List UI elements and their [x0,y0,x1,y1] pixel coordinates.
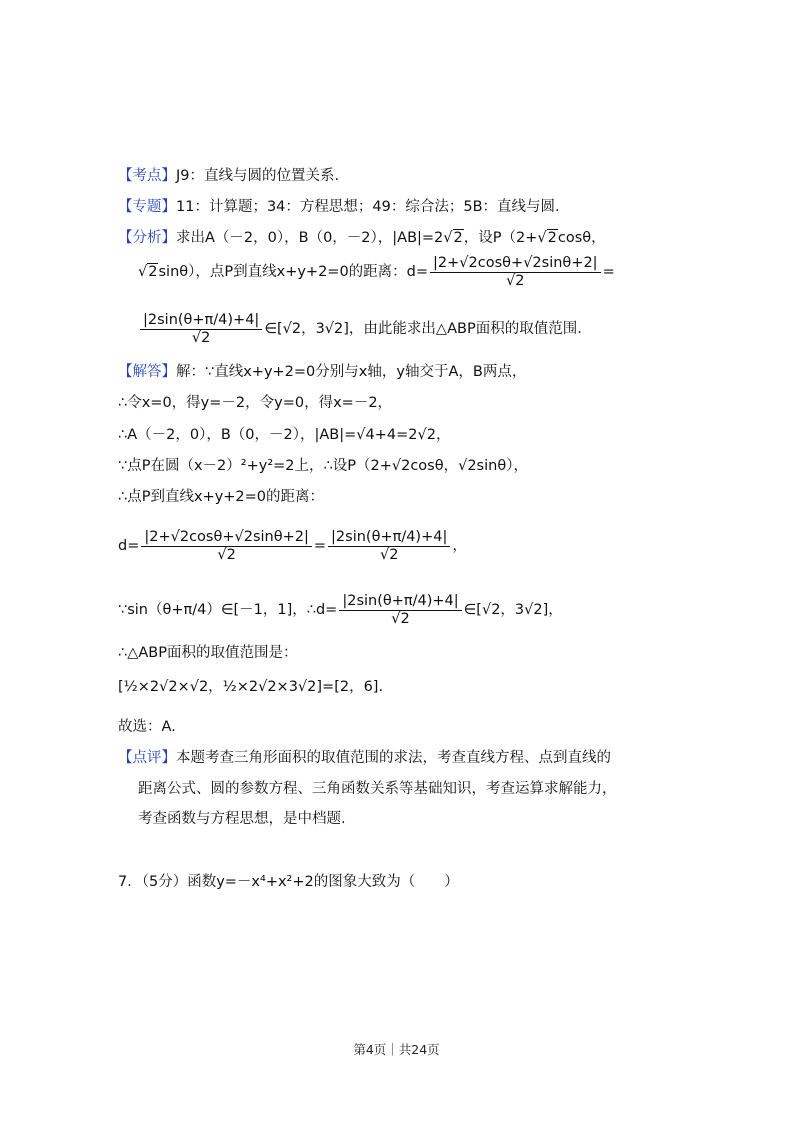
fraction-numerator: |2+√2cosθ+√2sinθ+2| [141,529,312,547]
jieda-text-5: ∴点P到直线x+y+2=0的距离： [118,489,325,505]
jieda-fraction-1 [141,529,312,563]
fraction-numerator: |2sin(θ+π/4)+4| [328,529,450,547]
fenxi-radical-2: 2 [547,230,557,246]
jieda-line-3 [118,422,733,448]
fenxi-text-1b: ，设P（2+ [463,230,538,246]
fenxi-line-2: √2sinθ），点P到直线x+y+2=0的距离：d= $\frac{|2+√2\cos\theta+√2\sin\theta+2|}{√2}$ = [138,254,615,289]
dianping-text-2: 距离公式、圆的参数方程、三角函数关系等基础知识，考查运算求解能力， [138,781,617,797]
jieda-text-10: 故选：A. [118,719,176,735]
jieda-text-1: 解：∵直线x+y+2=0分别与x轴，y轴交于A，B两点， [176,364,527,380]
dianping-text-3: 考查函数与方程思想，是中档题. [138,811,346,827]
fenxi-text-1a: 求出A（－2，0），B（0，－2），|AB|=2 [176,230,444,246]
jieda-text-9: [½×2√2×√2，½×2√2×3√2]=[2，6]. [118,679,384,695]
jieda-text-6a: d= [118,538,140,554]
kaodian-line [118,163,733,189]
question-7-text: 7．（5分）函数y=－x⁴+x²+2的图象大致为（ ） [118,874,459,890]
jieda-fraction-2 [328,529,450,563]
fenxi-fraction-1 [430,255,601,289]
jieda-text-3: ∴A（－2，0），B（0，－2），|AB|=√4+4=2√2， [118,427,451,443]
question-7 [118,869,733,895]
jieda-line-10 [118,714,733,740]
jieda-line-8 [118,640,733,666]
fenxi-tag: 【分析】 [118,230,176,246]
jieda-line-1 [118,359,733,385]
zhuanti-text: 11：计算题；34：方程思想；49：综合法；5B：直线与圆. [176,199,560,215]
fraction-denominator: √2 [391,610,410,627]
jieda-text-2: ∴令x=0，得y=－2，令y=0，得x=－2， [118,395,393,411]
jieda-text-7b: ∈[√2，3√2]， [463,602,563,618]
jieda-line-2 [118,390,733,416]
jieda-text-6b: = [313,538,327,554]
kaodian-text: J9：直线与圆的位置关系. [176,168,340,184]
dianping-line-3 [138,806,733,832]
jieda-line-5 [118,484,733,510]
fenxi-line-1: 【分析】求出A（－2，0），B（0，－2），|AB|=2√2，设P（2+√2cosθ， [118,230,606,246]
dianping-line-1 [118,745,733,771]
jieda-line-7 [118,584,733,636]
fenxi-radical-3: 2 [148,264,158,280]
fraction-denominator: √2 [217,546,236,563]
jieda-line-4 [118,453,733,479]
fenxi-fraction-2 [140,312,262,346]
dianping-line-2 [138,776,733,802]
fenxi-line-3 [138,303,733,355]
fenxi-text-2b: = [602,264,615,280]
jieda-tag: 【解答】 [118,364,176,380]
fenxi-text-1c: cosθ， [557,230,606,246]
jieda-text-8: ∴△ABP面积的取值范围是： [118,645,298,661]
zhuanti-tag: 【专题】 [118,199,176,215]
page-footer: 第4页｜共24页 [353,1042,440,1057]
fraction-numerator: |2+√2cosθ+√2sinθ+2| [430,255,601,273]
dianping-tag: 【点评】 [118,750,176,766]
fraction-denominator: √2 [191,329,211,346]
jieda-fraction-3 [339,593,461,627]
fraction-numerator: |2sin(θ+π/4)+4| [339,593,461,611]
dianping-text-1: 本题考查三角形面积的取值范围的求法，考查直线方程、点到直线的 [176,750,611,766]
fenxi-text-3a: ∈[√2，3√2]，由此能求出△ABP面积的取值范围. [264,321,582,337]
zhuanti-line [118,194,733,220]
fraction-denominator: √2 [506,272,525,289]
jieda-text-6c: ， [452,538,467,554]
fraction-numerator: |2sin(θ+π/4)+4| [140,312,262,330]
jieda-line-9 [118,667,733,707]
jieda-text-7a: ∵sin（θ+π/4）∈[－1，1]，∴d= [118,602,338,618]
jieda-line-6 [118,520,733,572]
fenxi-radical-1: 2 [453,230,463,246]
kaodian-tag: 【考点】 [118,168,176,184]
jieda-text-4: ∵点P在圆（x－2）²+y²=2上，∴设P（2+√2cosθ，√2sinθ）， [118,458,528,474]
fraction-denominator: √2 [379,546,399,563]
fenxi-text-2a: sinθ），点P到直线x+y+2=0的距离：d= [158,264,429,280]
